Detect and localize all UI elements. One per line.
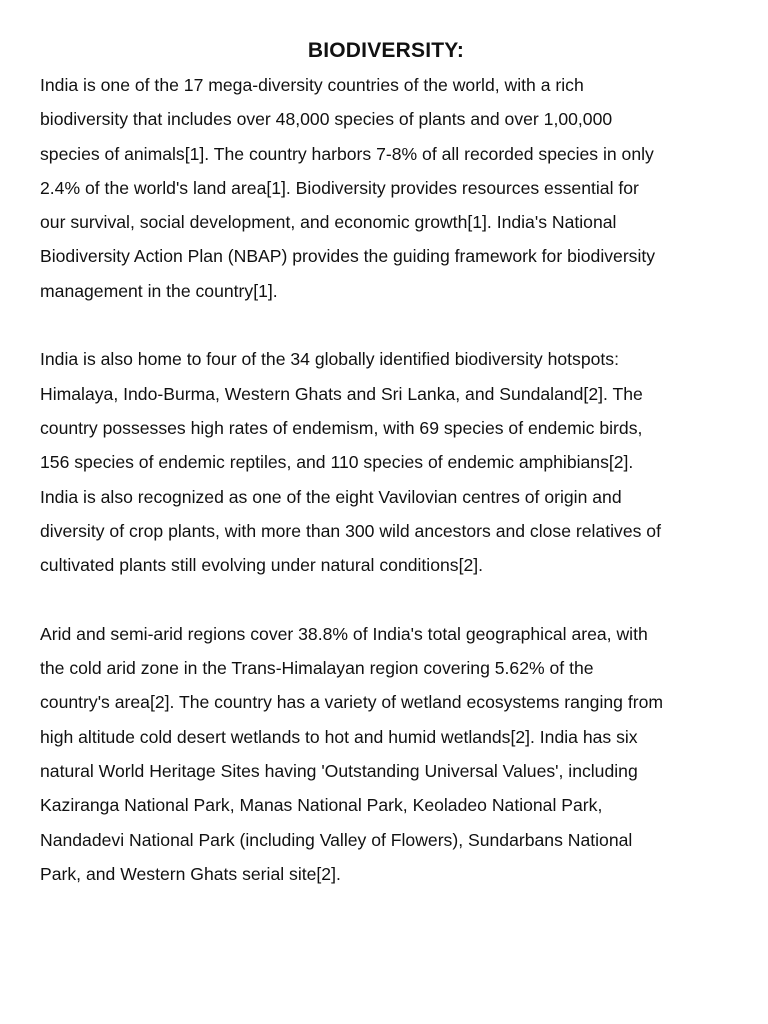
text-line: Arid and semi-arid regions cover 38.8% of India's total geographical area, with (40, 623, 648, 644)
text-line: country's area[2]. The country has a variety of wetland ecosystems ranging from (40, 692, 664, 713)
text-line: species of animals[1]. The country harbors 7-8% of all recorded species in only (40, 143, 654, 164)
text-line: high altitude cold desert wetlands to hot and humid wetlands[2]. India has six (40, 726, 638, 747)
paragraph-3 (40, 617, 732, 891)
text-line: India is one of the 17 mega-diversity countries of the world, with a rich (40, 75, 584, 95)
text-line: India is also recognized as one of the eight Vavilovian centres of origin and (40, 486, 622, 507)
paragraph-gap (40, 582, 732, 616)
text-line: cultivated plants still evolving under natural conditions[2]. (40, 555, 484, 576)
text-line: the cold arid zone in the Trans-Himalayan region covering 5.62% of the (40, 658, 594, 679)
text-line: country possesses high rates of endemism, with 69 species of endemic birds, (40, 417, 643, 438)
paragraph-gap (40, 308, 732, 342)
document-title: BIODIVERSITY: (307, 39, 465, 62)
text-line: 2.4% of the world's land area[1]. Biodiversity provides resources essential for (40, 177, 639, 198)
text-line: Biodiversity Action Plan (NBAP) provides the guiding framework for biodiversity (40, 246, 656, 267)
text-line: Kaziranga National Park, Manas National Park, Keoladeo National Park, (40, 795, 603, 816)
text-line: biodiversity that includes over 48,000 species of plants and over 1,00,000 (40, 109, 613, 130)
text-line: our survival, social development, and economic growth[1]. India's National (40, 212, 617, 233)
text-line: Himalaya, Indo-Burma, Western Ghats and Sri Lanka, and Sundaland[2]. The (40, 383, 643, 404)
text-line: Nandadevi National Park (including Valley of Flowers), Sundarbans National (40, 829, 633, 850)
text-line: India is also home to four of the 34 globally identified biodiversity hotspots: (40, 349, 619, 370)
paragraph-1 (40, 68, 732, 308)
paragraph-2 (40, 342, 732, 582)
text-line: diversity of crop plants, with more than 300 wild ancestors and close relatives of (40, 520, 661, 541)
text-line: management in the country[1]. (40, 280, 278, 301)
text-line: natural World Heritage Sites having 'Outstanding Universal Values', including (40, 760, 638, 781)
text-line: Park, and Western Ghats serial site[2]. (40, 863, 341, 884)
text-line: 156 species of endemic reptiles, and 110 species of endemic amphibians[2]. (40, 452, 634, 473)
